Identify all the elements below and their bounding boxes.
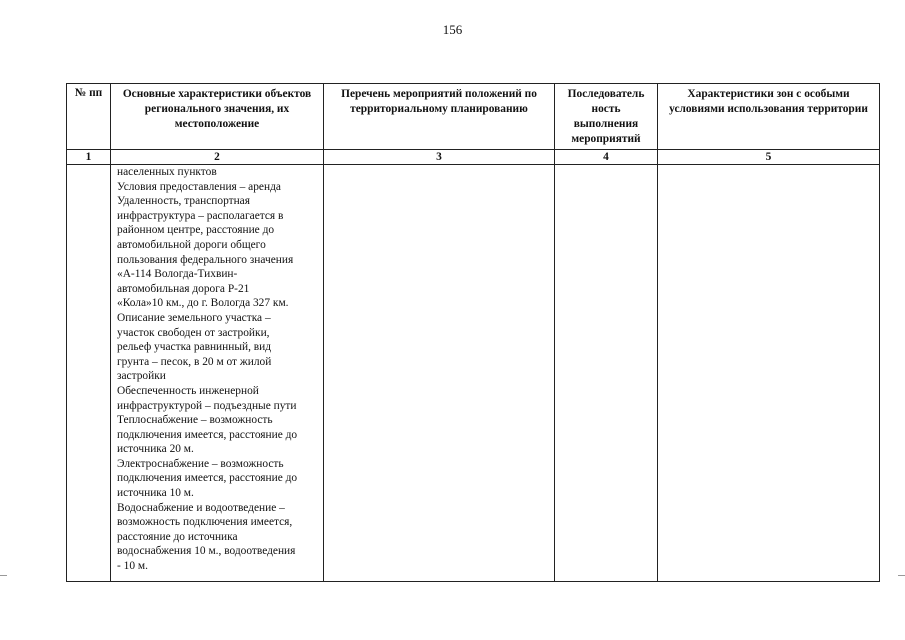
text-line: Теплоснабжение – возможность	[117, 414, 273, 427]
table-header-row	[67, 84, 880, 150]
row-number-cell	[67, 165, 111, 582]
text-line: Условия предоставления – аренда	[117, 180, 281, 193]
text-line: Водоснабжение и водоотведение –	[117, 501, 285, 514]
text-line: «А-114 Вологда-Тихвин-	[117, 268, 238, 281]
text-line: подключения имеется, расстояние до	[117, 472, 298, 485]
object-characteristics-cell	[111, 165, 324, 582]
text-line: застройки	[117, 370, 166, 383]
text-line: источника 10 м.	[117, 487, 194, 500]
special-zones-cell	[658, 165, 880, 582]
scan-edge-mark-left	[0, 575, 7, 576]
text-line: грунта – песок, в 20 м от жилой	[117, 355, 272, 368]
header-execution-sequence: Последователь ность выполнения мероприятий	[555, 84, 658, 150]
planning-measures-cell	[324, 165, 555, 582]
header-planning-measures: Перечень мероприятий положений по территориальному планированию	[324, 84, 555, 150]
execution-sequence-cell	[555, 165, 658, 582]
header-object-characteristics: Основные характеристики объектов регионального значения, их местоположение	[111, 84, 324, 150]
text-line: инфраструктура – располагается в	[117, 209, 284, 222]
scan-edge-mark-right	[898, 575, 905, 576]
text-line: автомобильной дороги общего	[117, 238, 266, 251]
table-row	[67, 165, 880, 582]
text-line: рельеф участка равнинный, вид	[117, 341, 272, 354]
text-line: «Кола»10 км., до г. Вологда 327 км.	[117, 297, 289, 310]
text-line: районном центре, расстояние до	[117, 224, 275, 237]
text-line: Обеспеченность инженерной	[117, 384, 259, 397]
text-line: автомобильная дорога Р-21	[117, 282, 250, 295]
text-line: - 10 м.	[117, 560, 148, 573]
index-cell: 2	[111, 150, 324, 165]
text-line: участок свободен от застройки,	[117, 326, 270, 339]
table-index-row	[67, 150, 880, 165]
text-line: водоснабжения 10 м., водоотведения	[117, 545, 296, 558]
text-line: Электроснабжение – возможность	[117, 457, 284, 470]
text-line: Удаленность, транспортная	[117, 195, 250, 208]
object-characteristics-text	[114, 165, 320, 574]
header-special-zones: Характеристики зон с особыми условиями использования территории	[658, 84, 880, 150]
text-line: Описание земельного участка –	[117, 311, 271, 324]
planning-table	[66, 83, 880, 582]
text-line: расстояние до источника	[117, 530, 238, 543]
text-line: подключения имеется, расстояние до	[117, 428, 298, 441]
index-cell: 3	[324, 150, 555, 165]
text-line: инфраструктурой – подъездные пути	[117, 399, 297, 412]
text-line: пользования федерального значения	[117, 253, 294, 266]
header-number: № пп	[67, 84, 111, 150]
page-number: 156	[442, 22, 463, 37]
text-line: источника 20 м.	[117, 443, 194, 456]
index-cell: 1	[67, 150, 111, 165]
text-line: возможность подключения имеется,	[117, 516, 293, 529]
index-cell: 5	[658, 150, 880, 165]
text-line: населенных пунктов	[117, 166, 217, 178]
index-cell: 4	[555, 150, 658, 165]
